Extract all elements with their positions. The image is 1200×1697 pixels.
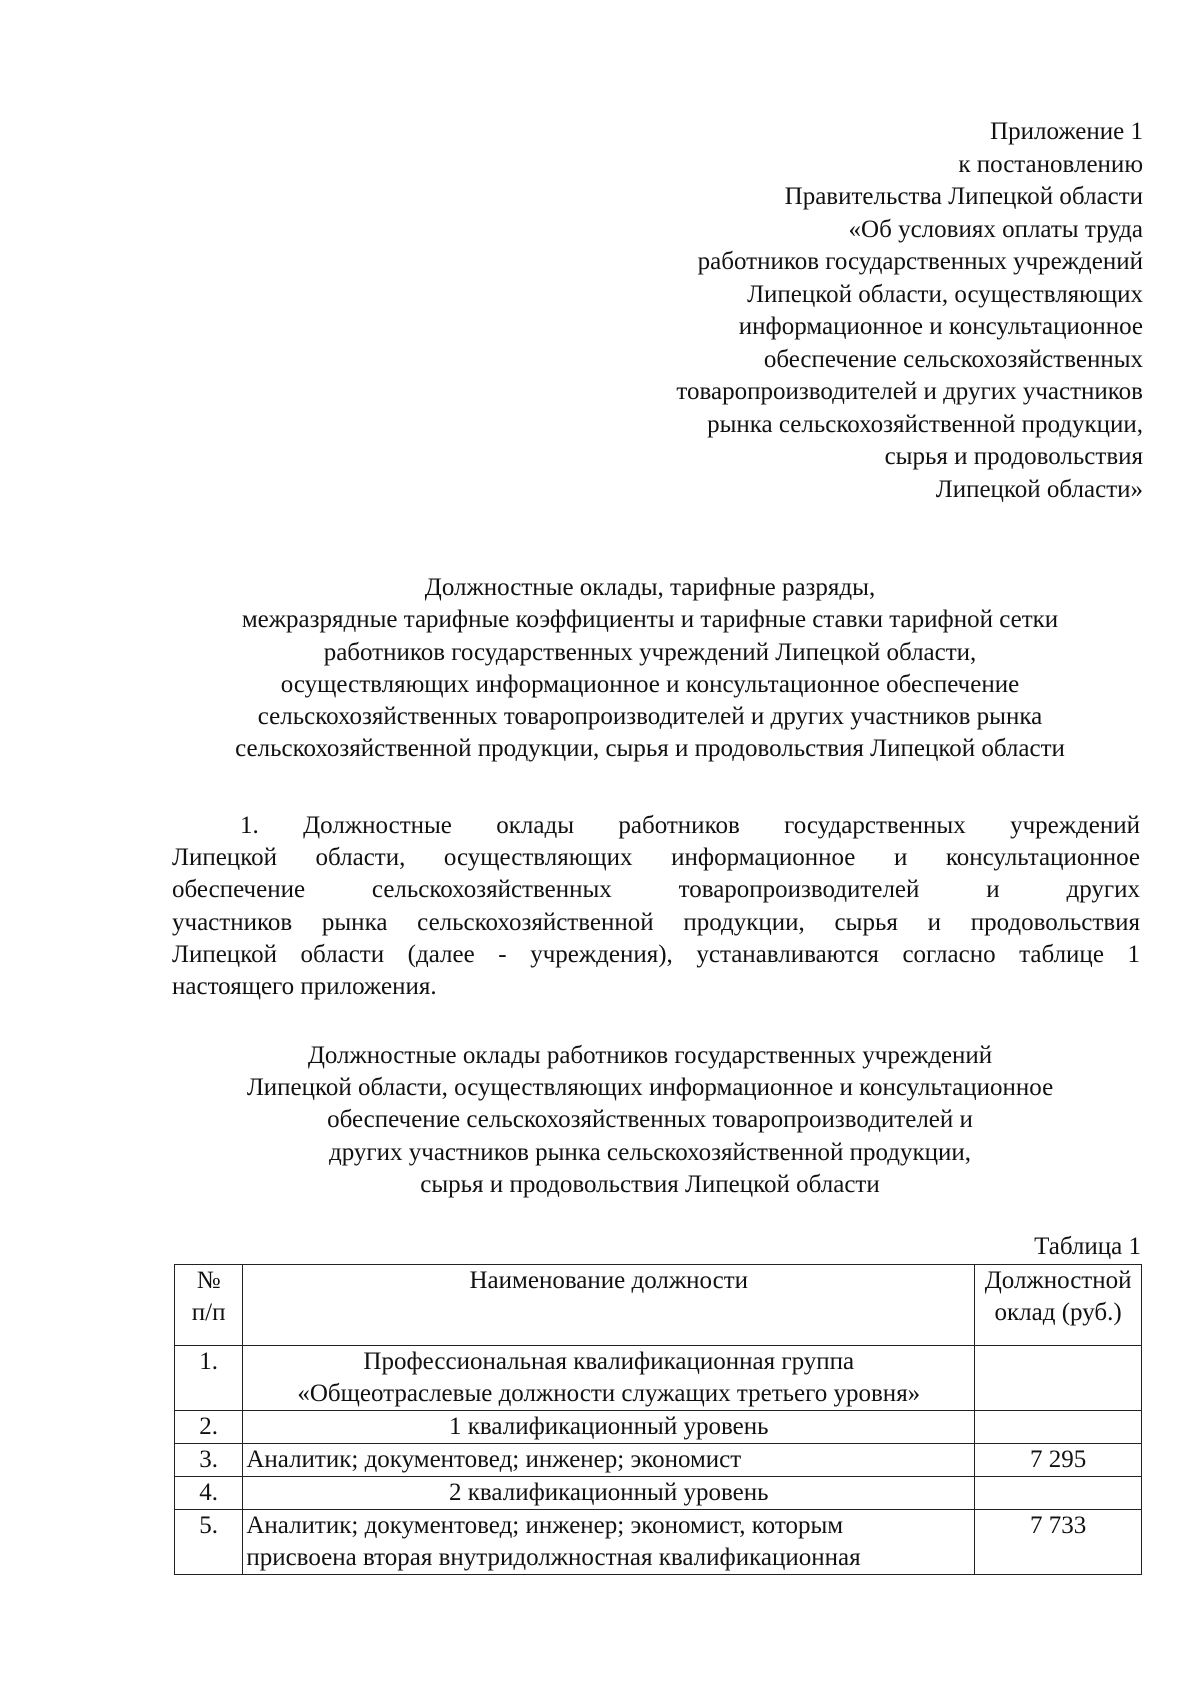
paragraph-line: настоящего приложения. [172,972,437,1000]
row-position-line2: присвоена вторая внутридолжностная квалификационная [246,1544,861,1571]
row-position-line1: Аналитик; документовед; инженер; экономист, которым [246,1512,844,1539]
header-position-name-text: Наименование должности [469,1267,749,1294]
appendix-line: Приложение 1 [990,118,1143,145]
appendix-line: к постановлению [958,150,1143,178]
row-group-line2: «Общеотраслевые должности служащих третьего уровня» [297,1380,921,1407]
row-number: 2. [175,1411,243,1444]
appendix-line: обеспечение сельскохозяйственных [763,345,1143,373]
document-title [160,572,1140,766]
appendix-line: Липецкой области, осуществляющих [747,280,1143,308]
title-line: осуществляющих информационное и консультационное обеспечение [280,670,1020,698]
table-title-line: обеспечение сельскохозяйственных товаропроизводителей и [327,1106,973,1134]
paragraph-line: обеспечение сельскохозяйственных товаропроизводителей и других [172,876,1140,904]
title-line: сельскохозяйственной продукции, сырья и продовольствия Липецкой области [235,735,1065,763]
table-row [175,1477,1142,1510]
paragraph-line: 1. Должностные оклады работников государственных учреждений [240,812,1140,839]
title-line: сельскохозяйственных товаропроизводителей и других участников рынка [257,703,1043,731]
header-number [175,1265,243,1346]
appendix-block [676,116,1143,506]
header-number-line1: № [196,1267,221,1294]
salary-table [174,1264,1142,1575]
appendix-line: товаропроизводителей и других участников [676,378,1143,405]
row-salary: 7 733 [975,1510,1142,1575]
row-position-name: Аналитик; документовед; инженер; экономист [243,1444,975,1477]
body-paragraph [172,810,1140,1003]
appendix-line: «Об условиях оплаты труда [848,215,1143,243]
row-qualification-level: 2 квалификационный уровень [243,1477,975,1510]
table-row [175,1411,1142,1444]
table-label: Таблица 1 [1034,1233,1141,1260]
paragraph-line: Липецкой области, осуществляющих информационное и консультационное [172,844,1140,872]
table-row [175,1346,1142,1411]
row-position-group [243,1346,975,1411]
row-salary [975,1477,1142,1510]
row-salary [975,1411,1142,1444]
table-title-line: Должностные оклады работников государственных учреждений [307,1042,993,1069]
row-salary: 7 295 [975,1444,1142,1477]
appendix-line: рынка сельскохозяйственной продукции, [707,410,1143,438]
row-position-name [243,1510,975,1575]
row-number: 1. [175,1346,243,1411]
row-number: 4. [175,1477,243,1510]
row-salary [975,1346,1142,1411]
header-salary [975,1265,1142,1346]
paragraph-line: Липецкой области (далее - учреждения), устанавливаются согласно таблице 1 [172,940,1140,968]
header-position-name [243,1265,975,1346]
title-line: работников государственных учреждений Липецкой области, [323,638,977,666]
appendix-line: информационное и консультационное [738,313,1143,340]
header-salary-line1: Должностной [984,1267,1132,1294]
appendix-line: работников государственных учреждений [697,248,1143,275]
paragraph-line: участников рынка сельскохозяйственной продукции, сырья и продовольствия [172,908,1140,936]
table-title-line: сырья и продовольствия Липецкой области [420,1170,880,1198]
header-number-line2: п/п [191,1299,226,1326]
title-line: межразрядные тарифные коэффициенты и тарифные ставки тарифной сетки [241,606,1059,634]
row-number: 3. [175,1444,243,1477]
appendix-line: сырья и продовольствия [884,443,1143,470]
row-number: 5. [175,1510,243,1575]
header-salary-line2: оклад (руб.) [994,1299,1122,1326]
table-title [160,1040,1140,1201]
table-row [175,1510,1142,1575]
appendix-line: Липецкой области» [935,475,1143,503]
title-line: Должностные оклады, тарифные разряды, [424,574,876,601]
appendix-line: Правительства Липецкой области [784,183,1143,210]
row-group-line1: Профессиональная квалификационная группа [363,1348,855,1375]
table-title-line: других участников рынка сельскохозяйственной продукции, [328,1138,972,1166]
table-header-row [175,1265,1142,1346]
table-title-line: Липецкой области, осуществляющих информационное и консультационное [246,1074,1054,1102]
table-row [175,1444,1142,1477]
row-qualification-level: 1 квалификационный уровень [243,1411,975,1444]
